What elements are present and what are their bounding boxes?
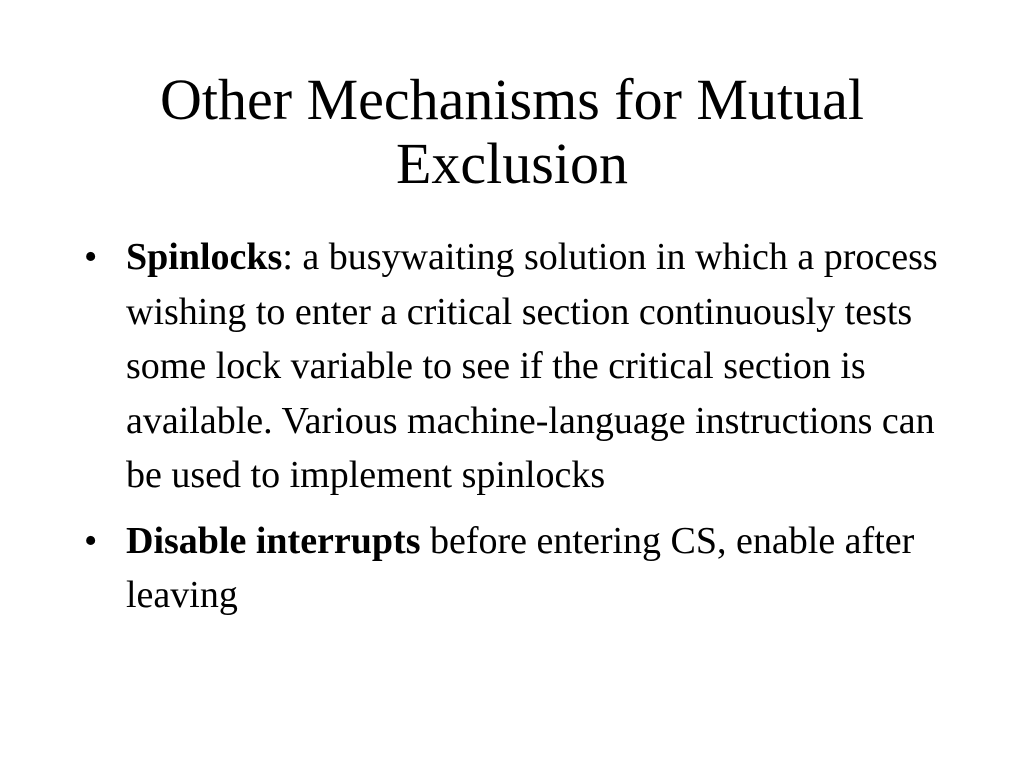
slide-title xyxy=(60,68,964,196)
bullet-term: Disable interrupts xyxy=(126,519,421,562)
slide-title-line-2: Exclusion xyxy=(396,131,628,196)
bullet-text: : a busywaiting solution in which a process wishing to enter a critical section continuously tests some lock variable to see if the critical section is available. Various machine-language instructions can be used to implement spinlocks xyxy=(126,236,938,496)
bullet-text: before entering CS, enable after leaving xyxy=(126,519,915,616)
slide-title-line-1: Other Mechanisms for Mutual xyxy=(160,67,864,132)
bullet-list xyxy=(84,230,944,634)
bullet-term: Spinlocks xyxy=(126,236,283,278)
bullet-item-disable-interrupts xyxy=(84,514,944,623)
bullet-marker: • xyxy=(84,236,98,278)
bullet-marker: • xyxy=(84,519,98,562)
bullet-item-spinlocks xyxy=(84,230,944,503)
